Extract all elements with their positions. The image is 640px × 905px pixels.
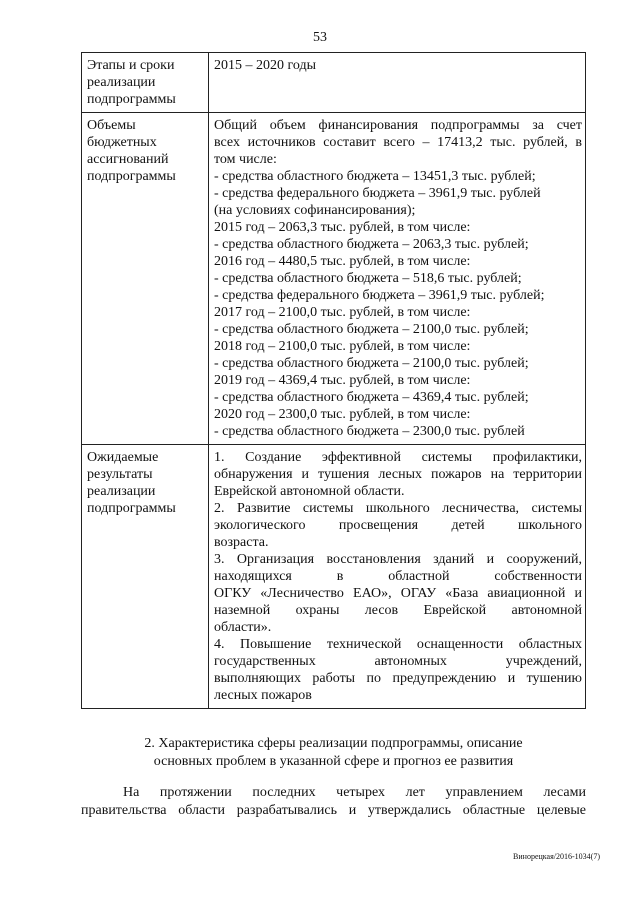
row-content-line: 1. Создание эффективной системы профилактики,	[214, 450, 582, 465]
row-content-line: всех источников составит всего – 17413,2 тыс. рублей, в	[214, 135, 582, 150]
table-row	[82, 445, 586, 709]
row-content-line: выполняющих работы по предупреждению и тушению	[214, 671, 582, 686]
row-content-line: 2019 год – 4369,4 тыс. рублей, в том числе:	[214, 373, 471, 388]
row-label-line: Ожидаемые	[87, 450, 159, 465]
row-content-cell	[209, 113, 586, 445]
row-content-line: (на условиях софинансирования);	[214, 203, 416, 218]
row-content-line: 2015 год – 2063,3 тыс. рублей, в том числе:	[214, 220, 471, 235]
row-content-cell	[209, 445, 586, 709]
paragraph-line: правительства области разрабатывались и утверждались областные целевые	[81, 803, 586, 818]
row-label-line: подпрограммы	[87, 92, 176, 107]
body-paragraph	[81, 784, 586, 820]
subprogram-passport-table	[81, 52, 586, 709]
row-content-line: - средства областного бюджета – 4369,4 тыс. рублей;	[214, 390, 529, 405]
row-content-line: Еврейской автономной области.	[214, 484, 405, 499]
row-content-line: том числе:	[214, 152, 277, 167]
row-label-cell	[82, 53, 209, 113]
row-content-line: - средства федерального бюджета – 3961,9 тыс. рублей	[214, 186, 541, 201]
row-label-line: Объемы	[87, 118, 136, 133]
row-content-line: области».	[214, 620, 272, 635]
row-label-line: ассигнований	[87, 152, 169, 167]
row-label-line: результаты	[87, 467, 153, 482]
document-code: Винорецкая/2016-1034(7)	[513, 852, 600, 861]
row-content-line: 2020 год – 2300,0 тыс. рублей, в том числе:	[214, 407, 471, 422]
section-title-line: 2. Характеристика сферы реализации подпрограммы, описание	[144, 736, 523, 751]
row-content-line: лесных пожаров	[214, 688, 312, 703]
row-content-line: - средства областного бюджета – 2300,0 тыс. рублей	[214, 424, 525, 439]
row-content-line: ОГКУ «Лесничество ЕАО», ОГАУ «База авиационной и	[214, 586, 582, 601]
row-label-line: Этапы и сроки	[87, 58, 175, 73]
row-content-cell	[209, 53, 586, 113]
row-label-cell	[82, 113, 209, 445]
row-content-line: возраста.	[214, 535, 269, 550]
row-content-line: Общий объем финансирования подпрограммы за счет	[214, 118, 582, 133]
row-content-line: находящихся в областной собственности	[214, 569, 582, 584]
paragraph-line: На протяжении последних четырех лет управлением лесами	[123, 785, 586, 800]
row-content-line: 2018 год – 2100,0 тыс. рублей, в том числе:	[214, 339, 471, 354]
section-title	[81, 735, 586, 771]
row-label-line: подпрограммы	[87, 169, 176, 184]
row-content-line: - средства областного бюджета – 2063,3 тыс. рублей;	[214, 237, 529, 252]
row-label-line: реализации	[87, 484, 156, 499]
row-label-cell	[82, 445, 209, 709]
row-content-line: - средства областного бюджета – 518,6 тыс. рублей;	[214, 271, 522, 286]
row-content-line: государственных автономных учреждений,	[214, 654, 582, 669]
row-content-line: - средства областного бюджета – 2100,0 тыс. рублей;	[214, 322, 529, 337]
table-row	[82, 53, 586, 113]
row-content-line: экологического просвещения детей школьного	[214, 518, 582, 533]
row-label-line: бюджетных	[87, 135, 157, 150]
row-content-line: наземной охраны лесов Еврейской автономной	[214, 603, 582, 618]
row-content-line: обнаружения и тушения лесных пожаров на территории	[214, 467, 582, 482]
page-number: 53	[313, 30, 327, 45]
table-row	[82, 113, 586, 445]
row-label-line: подпрограммы	[87, 501, 176, 516]
row-content-line: 2015 – 2020 годы	[214, 58, 317, 73]
row-label-line: реализации	[87, 75, 156, 90]
row-content-line: 3. Организация восстановления зданий и сооружений,	[214, 552, 582, 567]
row-content-line: - средства областного бюджета – 2100,0 тыс. рублей;	[214, 356, 529, 371]
row-content-line: 2. Развитие системы школьного лесничества, системы	[214, 501, 582, 516]
row-content-line: 2016 год – 4480,5 тыс. рублей, в том числе:	[214, 254, 471, 269]
section-title-line: основных проблем в указанной сфере и прогноз ее развития	[153, 754, 514, 769]
row-content-line: - средства областного бюджета – 13451,3 тыс. рублей;	[214, 169, 536, 184]
row-content-line: 4. Повышение технической оснащенности областных	[214, 637, 582, 652]
row-content-line: 2017 год – 2100,0 тыс. рублей, в том числе:	[214, 305, 471, 320]
row-content-line: - средства федерального бюджета – 3961,9 тыс. рублей;	[214, 288, 545, 303]
